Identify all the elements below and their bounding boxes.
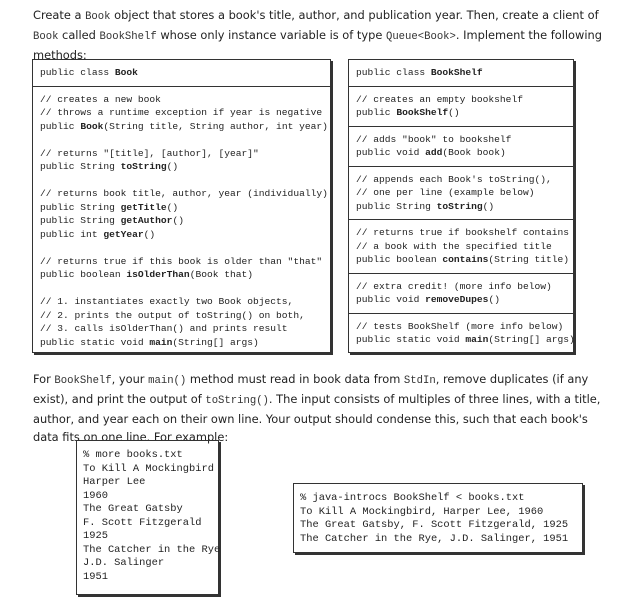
output-line: The Great Gatsby, F. Scott Fitzgerald, 1925	[300, 519, 569, 531]
shelf-header-divider	[349, 86, 573, 87]
book-older-signature: public boolean isOlderThan(Book that)	[40, 269, 254, 280]
shelf-ctor-signature: public BookShelf()	[356, 107, 460, 118]
book-api-box	[32, 59, 331, 353]
intro-code-book: Book	[85, 11, 111, 23]
shelf-dupes-comment: // extra credit! (more info below)	[356, 280, 552, 292]
shelf-tostring-comment-2: // one per line (example below)	[356, 187, 535, 198]
book-header-divider	[33, 86, 330, 87]
shelf-tostring-signature: public String toString()	[356, 200, 495, 212]
input-line: 1951	[83, 570, 108, 583]
middle-code-bookshelf: BookShelf	[54, 375, 112, 387]
middle-code-stdin: StdIn	[403, 375, 436, 387]
shelf-main-comment: // tests BookShelf (more info below)	[356, 320, 564, 332]
input-line: Harper Lee	[83, 476, 146, 488]
input-line: To Kill A Mockingbird	[83, 462, 214, 475]
output-line: The Catcher in the Rye, J.D. Salinger, 1951	[300, 532, 569, 545]
shelf-main-signature: public static void main(String[] args)	[356, 334, 575, 345]
intro-paragraph	[33, 6, 603, 64]
middle-code-main: main()	[148, 375, 187, 387]
book-getyear-signature: public int getYear()	[40, 228, 156, 240]
book-class-header: public class Book	[40, 67, 138, 78]
book-tostring-signature: public String toString()	[40, 161, 179, 172]
intro-text-4: whose only instance variable is of type	[156, 28, 386, 42]
shelf-dupes-signature: public void removeDupes()	[356, 294, 500, 305]
shelf-add-signature: public void add(Book book)	[356, 147, 506, 158]
shelf-class-header: public class BookShelf	[356, 67, 483, 78]
book-getters-comment: // returns book title, author, year (individually)	[40, 188, 328, 199]
output-line: % java-introcs BookShelf < books.txt	[300, 492, 525, 504]
intro-text-2: object that stores a book's title, author, and publication year. Then, create a client of	[110, 8, 599, 22]
input-line: 1925	[83, 530, 108, 542]
input-line: 1960	[83, 489, 108, 502]
input-line: J.D. Salinger	[83, 557, 165, 569]
output-example-terminal	[293, 483, 583, 553]
book-main-comment-2: // 2. prints the output of toString() on both,	[40, 309, 305, 321]
input-line: % more books.txt	[83, 449, 183, 461]
shelf-tostring-comment-1: // appends each Book's toString(),	[356, 173, 552, 185]
main-instructions-paragraph: For BookShelf, your main() method must read in book data from StdIn, remove duplicates (if any exist), and print the output of toString(). The input consists of multiples of three lines, with a title, author, and year each on their own line. Your output should condense this, such that each book's data fits on one line. For example:	[33, 372, 601, 444]
shelf-divider-2	[349, 166, 573, 167]
intro-text-3: called	[58, 28, 100, 42]
intro-code-queue: Queue<Book>	[385, 31, 456, 43]
book-tostring-comment: // returns "[title], [author], [year]"	[40, 147, 259, 159]
shelf-divider-5	[349, 313, 573, 314]
input-line: F. Scott Fitzgerald	[83, 516, 202, 529]
shelf-divider-4	[349, 273, 573, 274]
input-line: The Great Gatsby	[83, 503, 183, 515]
shelf-divider-3	[349, 219, 573, 220]
middle-code-tostring: toString()	[205, 395, 269, 407]
shelf-contains-comment-2: // a book with the specified title	[356, 240, 552, 252]
intro-text-1: Create a	[33, 8, 86, 22]
shelf-contains-comment-1: // returns true if bookshelf contains	[356, 227, 570, 238]
shelf-ctor-comment: // creates an empty bookshelf	[356, 93, 523, 105]
intro-code-bookshelf: BookShelf	[99, 31, 157, 43]
shelf-divider-1	[349, 126, 573, 127]
output-line: To Kill A Mockingbird, Harper Lee, 1960	[300, 505, 544, 518]
intro-text-5: . Implement the following methods:	[33, 28, 602, 62]
intro-code-book-2: Book	[33, 31, 59, 43]
shelf-add-comment: // adds "book" to bookshelf	[356, 133, 512, 145]
book-getauthor-signature: public String getAuthor()	[40, 215, 184, 226]
shelf-contains-signature: public boolean contains(String title)	[356, 254, 570, 265]
book-ctor-signature: public Book(String title, String author, int year)	[40, 120, 328, 132]
book-main-comment-3: // 3. calls isOlderThan() and prints result	[40, 323, 288, 334]
book-ctor-comment-1: // creates a new book	[40, 93, 161, 105]
input-line: The Catcher in the Rye	[83, 543, 221, 556]
book-older-comment: // returns true if this book is older than "that"	[40, 255, 323, 267]
bookshelf-api-box	[348, 59, 574, 353]
input-example-terminal	[76, 440, 219, 595]
book-main-comment-1: // 1. instantiates exactly two Book objects,	[40, 296, 294, 307]
book-ctor-comment-2: // throws a runtime exception if year is negative	[40, 107, 323, 118]
book-gettitle-signature: public String getTitle()	[40, 201, 179, 213]
book-main-signature: public static void main(String[] args)	[40, 336, 259, 348]
